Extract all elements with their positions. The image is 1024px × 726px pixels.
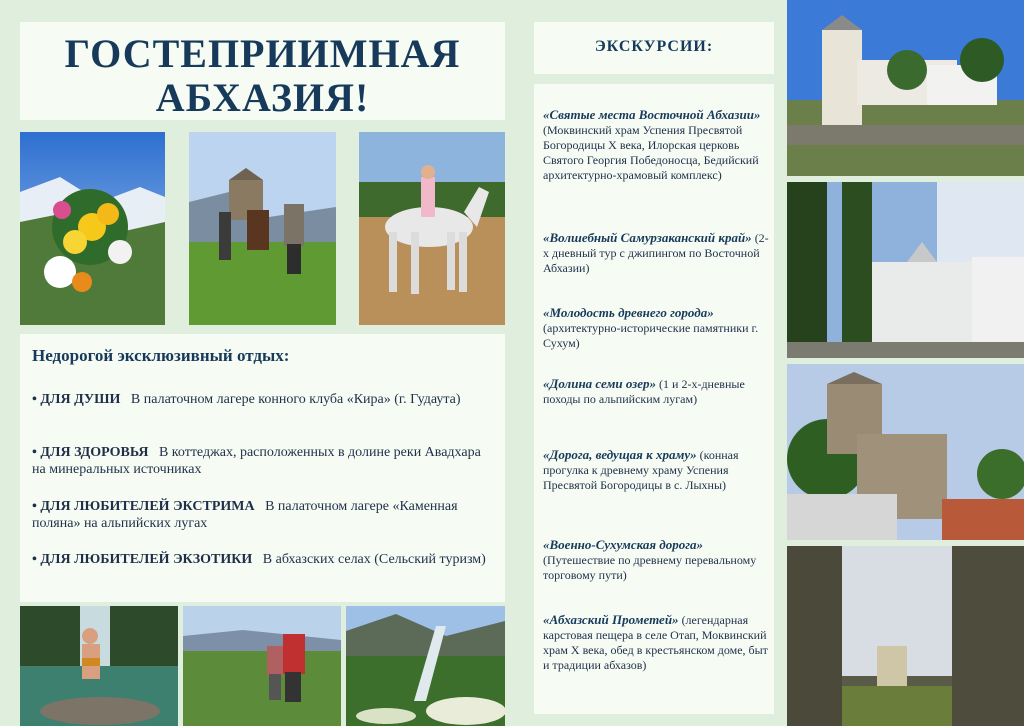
- excursion-item: [543, 612, 771, 673]
- title-panel: [20, 22, 505, 120]
- church-tower-photo: [787, 0, 1024, 176]
- excursion-name: «Волшебный Самурзаканский край»: [543, 230, 752, 245]
- excursion-name: «Молодость древнего города»: [543, 305, 714, 320]
- page-title-line2: АБХАЗИЯ!: [155, 75, 370, 120]
- ruins-arch-photo: [787, 546, 1024, 726]
- excursion-desc: (Моквинский храм Успения Пресвятой Богородицы X века, Илорская церковь Святого Георгия Победоносца, Бедийский архитектурно-храмовый комплекс): [543, 123, 759, 182]
- offer-tag: • ДЛЯ ЛЮБИТЕЛЕЙ ЭКСТРИМА: [32, 499, 255, 514]
- offers-heading: Недорогой эксклюзивный отдых:: [32, 346, 290, 365]
- excursion-name: «Святые места Восточной Абхазии»: [543, 107, 761, 122]
- offer-text: В палаточном лагере конного клуба «Кира» (г. Гудаута): [130, 392, 461, 407]
- excursion-desc: (2-х дневный тур с джипингом по Восточной Абхазии): [543, 231, 769, 275]
- excursion-desc: (1 и 2-х-дневные походы по альпийским лугам): [543, 377, 745, 406]
- offer-item-extreme: [32, 498, 492, 532]
- offer-item-exotic: [32, 551, 492, 568]
- page-title-line1: ГОСТЕПРИИМНАЯ: [64, 31, 461, 76]
- offer-text: В палаточном лагере «Каменная поляна» на альпийских лугах: [32, 499, 458, 531]
- excursion-desc: (легендарная карстовая пещера в селе Отап, Моквинский храм X века, обед в крестьянском доме, быт и традиции абхазов): [543, 613, 768, 672]
- offer-text: В коттеджах, расположенных в долине реки Авадхара на минеральных источниках: [32, 445, 481, 477]
- excursion-name: «Дорога, ведущая к храму»: [543, 447, 697, 462]
- excursion-item: [543, 305, 771, 351]
- excursion-desc: (Путешествие по древнему перевальному торговому пути): [543, 553, 757, 582]
- offer-tag: • ДЛЯ ЛЮБИТЕЛЕЙ ЭКЗОТИКИ: [32, 552, 253, 567]
- excursion-name: «Долина семи озер»: [543, 376, 657, 391]
- excursion-name: «Военно-Сухумская дорога»: [543, 537, 704, 552]
- mountain-waterfall-photo: [346, 606, 505, 726]
- horse-photo: [359, 132, 505, 325]
- waterfall-woman-photo: [20, 606, 178, 726]
- sukhum-colonnade-photo: [787, 182, 1024, 358]
- excursion-item: [543, 376, 771, 407]
- offer-item-health: [32, 444, 492, 478]
- excursion-desc: (архитектурно-исторические памятники г. Сухум): [543, 321, 759, 350]
- monastery-photo: [787, 364, 1024, 540]
- excursions-heading-panel: [534, 22, 774, 74]
- offers-panel: [20, 334, 505, 602]
- flowers-photo: [20, 132, 165, 325]
- excursion-desc: (конная прогулка к древнему храму Успения Пресвятой Богородицы в с. Лыхны): [543, 448, 739, 492]
- offer-text: В абхазских селах (Сельский туризм): [262, 552, 486, 567]
- excursions-heading: ЭКСКУРСИИ:: [594, 38, 714, 55]
- valley-couple-photo: [183, 606, 341, 726]
- offer-tag: • ДЛЯ ЗДОРОВЬЯ: [32, 445, 149, 460]
- excursion-name: «Абхазский Прометей»: [543, 612, 679, 627]
- riders-photo: [189, 132, 336, 325]
- excursion-item: [543, 537, 771, 583]
- excursion-item: [543, 230, 771, 276]
- excursion-item: [543, 447, 771, 493]
- offer-item-soul: [32, 391, 492, 408]
- excursions-panel: [534, 84, 774, 714]
- excursion-item: [543, 107, 771, 183]
- offer-tag: • ДЛЯ ДУШИ: [32, 392, 121, 407]
